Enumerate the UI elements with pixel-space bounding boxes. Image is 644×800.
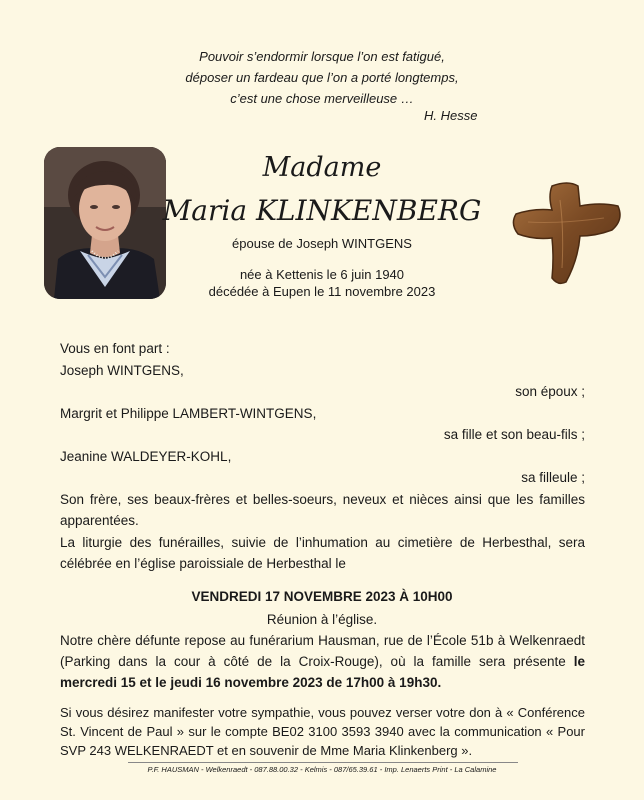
reunion-note: Réunion à l’église. — [266, 612, 378, 627]
donation-paragraph: Si vous désirez manifester votre sympathie, vous pouvez verser votre don à « Conférence St. Vincent de Paul » sur le compte BE02 3100 3593 3940 avec la communication « Pour SVP 243 WELKENRAEDT et en souvenir de Mme Maria Klinkenberg ». — [60, 705, 585, 758]
quote-author: H. Hesse — [424, 108, 478, 123]
family-member-name: Jeanine WALDEYER-KOHL, — [60, 449, 232, 464]
death-line: décédée à Eupen le 11 novembre 2023 — [208, 284, 436, 299]
birth-line: née à Kettenis le 6 juin 1940 — [239, 267, 405, 282]
epigraph-quote — [0, 46, 644, 109]
rest-times: le mercredi 15 et le jeudi 16 novembre 2023 de 17h00 à 19h30. — [60, 654, 585, 690]
spouse-line: épouse de Joseph WINTGENS — [232, 236, 412, 251]
salutation: Madame — [262, 152, 382, 183]
quote-line-3: c’est une chose merveilleuse … — [230, 91, 414, 106]
family-member-name: Joseph WINTGENS, — [60, 363, 184, 378]
family-member-name: Margrit et Philippe LAMBERT-WINTGENS, — [60, 406, 317, 421]
family-member-relation: son époux ; — [515, 384, 585, 399]
footer-printer-info: P.F. HAUSMAN - Welkenraedt - 087.88.00.32 - Kelmis - 087/65.39.61 - Imp. Lenaerts Print - La Calamine — [147, 765, 497, 774]
footer-divider — [128, 762, 518, 763]
quote-line-2: déposer un fardeau que l’on a porté longtemps, — [185, 70, 459, 85]
rest-paragraph — [60, 630, 585, 693]
announce-intro: Vous en font part : — [60, 341, 170, 356]
family-member-relation: sa filleule ; — [521, 470, 585, 485]
quote-line-1: Pouvoir s’endormir lorsque l’on est fatigué, — [199, 49, 445, 64]
ceremony-date: VENDREDI 17 NOVEMBRE 2023 À 10H00 — [191, 589, 453, 604]
deceased-name: Maria KLINKENBERG — [162, 194, 482, 227]
dove-icon — [508, 180, 624, 288]
family-member-relation: sa fille et son beau-fils ; — [443, 427, 585, 442]
rest-text: Notre chère défunte repose au funérarium Hausman, rue de l’École 51b à Welkenraedt (Parking dans la cour à côté de la Croix-Rouge), où la famille sera présente — [60, 633, 585, 669]
liturgy-paragraph: La liturgie des funérailles, suivie de l’inhumation au cimetière de Herbesthal, sera célébrée en l’église paroissiale de Herbesthal le — [60, 535, 585, 571]
siblings-paragraph: Son frère, ses beaux-frères et belles-soeurs, neveux et nièces ainsi que les familles apparentées. — [60, 492, 585, 528]
